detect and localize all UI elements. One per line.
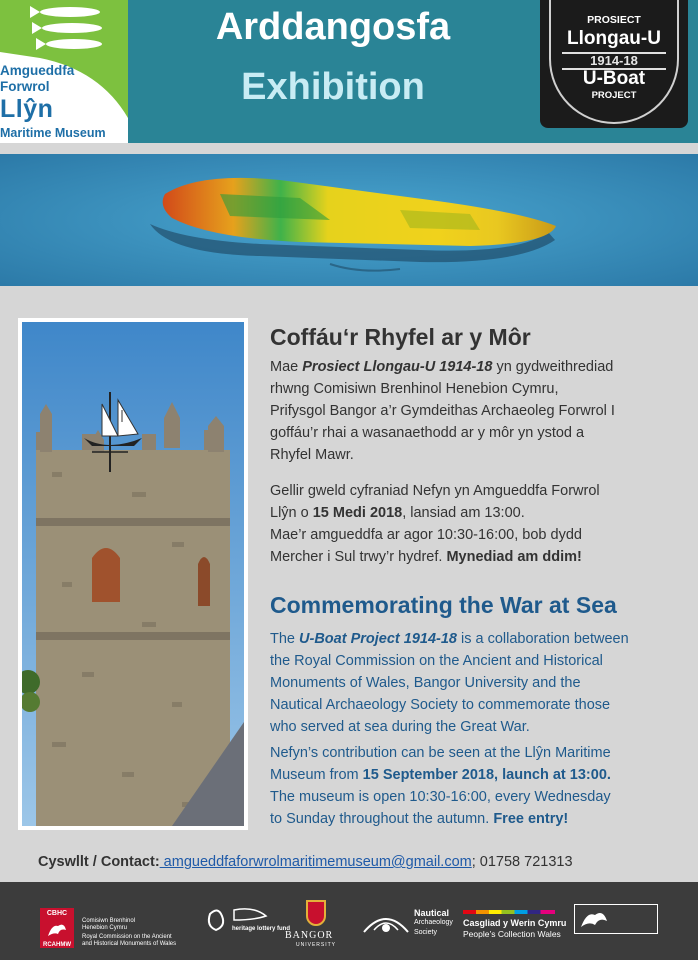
logo-line-1: Amgueddfa bbox=[0, 63, 75, 78]
wreck-survey-image bbox=[0, 154, 698, 286]
text-line: Gellir gweld cyfraniad Nefyn yn Amgueddfa Forwrol bbox=[270, 483, 600, 499]
launch-date-en: 15 September 2018, launch at 13:00. bbox=[362, 767, 611, 783]
text-fragment: is a collaboration between bbox=[456, 631, 629, 647]
main-content bbox=[0, 298, 698, 882]
text-fragment: Mae bbox=[270, 359, 303, 375]
badge-line-3: 1914-18 bbox=[590, 53, 638, 68]
church-tower-image bbox=[22, 322, 244, 826]
english-heading: Commemorating the War at Sea bbox=[270, 592, 617, 618]
bangor-university: UNIVERSITY bbox=[296, 942, 337, 948]
text-line: who served at sea during the Great War. bbox=[270, 719, 530, 735]
title-welsh: Arddangosfa bbox=[215, 6, 451, 48]
welsh-government-dragon-icon bbox=[579, 907, 609, 931]
contact-line bbox=[38, 854, 573, 870]
text-fragment: Mercher i Sul trwy’r hydref. bbox=[270, 549, 447, 565]
text-fragment: yn gydweithrediad bbox=[492, 359, 614, 375]
text-fragment: to Sunday throughout the autumn. bbox=[270, 811, 494, 827]
rcahmw-abbr-cy: CBHC bbox=[46, 910, 68, 917]
launch-date-cy: 15 Medi 2018 bbox=[312, 505, 403, 521]
text-fragment: The bbox=[270, 631, 300, 647]
text-line: rhwng Comisiwn Brenhinol Henebion Cymru, bbox=[270, 381, 559, 397]
english-paragraph-1 bbox=[270, 628, 690, 738]
sponsor-footer bbox=[0, 882, 698, 960]
text-line: the Royal Commission on the Ancient and Historical bbox=[270, 653, 603, 669]
badge-line-5: PROJECT bbox=[591, 90, 637, 101]
welsh-heading: Coffáu‘r Rhyfel ar y Môr bbox=[270, 324, 531, 350]
free-entry-en: Free entry! bbox=[493, 811, 569, 827]
free-entry-cy: Mynediad am ddim! bbox=[446, 549, 582, 565]
naut-line-1: Nautical bbox=[414, 908, 450, 918]
peoples-collection-en: People’s Collection Wales bbox=[463, 929, 561, 939]
text-line: goffáu’r rhai a wasanaethodd ar y môr yn ystod a bbox=[270, 425, 585, 441]
shipwreck-image bbox=[0, 154, 698, 286]
text-line: Monuments of Wales, Bangor University and the bbox=[270, 675, 581, 691]
logo-line-2: Forwrol bbox=[0, 79, 50, 94]
text-line: Nefyn’s contribution can be seen at the Llŷn Maritime bbox=[270, 745, 611, 761]
logo-line-4: Maritime Museum bbox=[0, 126, 106, 140]
bangor-name: BANGOR bbox=[285, 930, 334, 941]
english-paragraph-2 bbox=[270, 742, 690, 830]
contact-label: Cyswllt / Contact: bbox=[38, 854, 160, 870]
badge-line-2: Llongau-U bbox=[567, 28, 661, 49]
badge-line-4: U-Boat bbox=[582, 68, 646, 89]
contact-email-link[interactable]: amgueddfaforwrolmaritimemuseum@gmail.com bbox=[159, 854, 472, 870]
peoples-collection-cy: Casgliad y Werin Cymru bbox=[463, 918, 567, 928]
naut-line-3: Society bbox=[414, 929, 437, 936]
text-line: Prifysgol Bangor a’r Gymdeithas Archaeoleg Forwrol I bbox=[270, 403, 615, 419]
text-fragment: , lansiad am 13:00. bbox=[402, 505, 525, 521]
contact-phone: ; 01758 721313 bbox=[471, 854, 573, 870]
museum-logo bbox=[0, 0, 128, 143]
welsh-dragon-icon bbox=[46, 920, 68, 940]
rcahmw-abbr-en: RCAHMW bbox=[43, 942, 71, 948]
rcahmw-line-2: Henebion Cymru bbox=[82, 925, 128, 931]
text-line: Mae’r amgueddfa ar agor 10:30-16:00, bob dydd bbox=[270, 527, 582, 543]
project-name-en: U-Boat Project 1914-18 bbox=[299, 631, 457, 647]
rcahmw-line-3: Royal Commission on the Ancient bbox=[82, 934, 172, 940]
rcahmw-line-4: and Historical Monuments of Wales bbox=[82, 941, 177, 947]
welsh-government-logo bbox=[574, 904, 658, 934]
logo-line-3: Llŷn bbox=[0, 95, 54, 123]
church-tower-photo bbox=[18, 318, 248, 830]
welsh-paragraph-2 bbox=[270, 480, 690, 568]
text-line: Rhyfel Mawr. bbox=[270, 447, 354, 463]
nautical-archaeology-society-logo-icon bbox=[360, 906, 412, 936]
text-line: Nautical Archaeology Society to commemorate those bbox=[270, 697, 611, 713]
naut-line-2: Archaeology bbox=[414, 919, 453, 926]
hlf-text: heritage lottery fund bbox=[232, 926, 291, 932]
title-english: Exhibition bbox=[241, 66, 425, 108]
rcahmw-line-1: Comisiwn Brenhinol bbox=[82, 918, 136, 924]
text-line: The museum is open 10:30-16:00, every Wednesday bbox=[270, 789, 611, 805]
bangor-crest-icon bbox=[306, 900, 326, 926]
project-name-cy: Prosiect Llongau-U 1914-18 bbox=[302, 359, 493, 375]
welsh-paragraph-1 bbox=[270, 356, 690, 466]
uboat-project-badge bbox=[540, 0, 688, 128]
peoples-collection-colour-bar bbox=[463, 910, 555, 914]
badge-line-1: PROSIECT bbox=[587, 14, 641, 26]
header bbox=[0, 0, 698, 143]
text-fragment: Llŷn o bbox=[270, 505, 313, 521]
nautical-society-name bbox=[414, 908, 453, 938]
text-fragment: Museum from bbox=[270, 767, 363, 783]
